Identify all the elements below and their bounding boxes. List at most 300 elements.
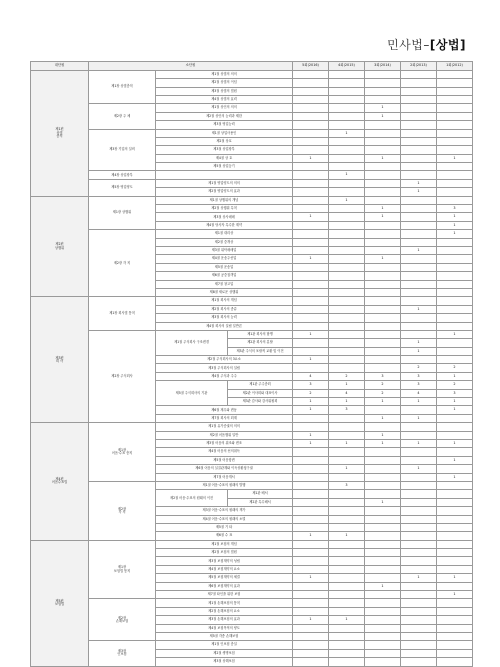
- title-main: 민사법–: [387, 38, 430, 52]
- year-count: [329, 591, 365, 599]
- year-count: [437, 280, 473, 288]
- year-count: 1: [293, 431, 329, 439]
- year-count: [365, 649, 401, 657]
- year-count: [293, 238, 329, 246]
- year-count: [437, 549, 473, 557]
- group-name: 제1장 보험법 통칙: [89, 540, 156, 599]
- year-count: [401, 196, 437, 204]
- year-count: [329, 574, 365, 582]
- year-count: [329, 549, 365, 557]
- item-label: 제3절 상사매매: [156, 213, 293, 221]
- year-count: [365, 532, 401, 540]
- table-row: [31, 104, 473, 112]
- item-label: 제7절 타인을 위한 보험: [156, 591, 293, 599]
- group-name: 제3장 인보험: [89, 641, 156, 666]
- year-count: [365, 238, 401, 246]
- year-count: [365, 288, 401, 296]
- year-count: [293, 70, 329, 78]
- year-count: [401, 624, 437, 632]
- year-count: [365, 616, 401, 624]
- year-count: [401, 230, 437, 238]
- year-count: [401, 255, 437, 263]
- year-count: [329, 146, 365, 154]
- year-count: [329, 188, 365, 196]
- year-count: [365, 146, 401, 154]
- year-count: [329, 322, 365, 330]
- year-count: 1: [401, 347, 437, 355]
- year-count: [329, 540, 365, 548]
- year-count: [401, 423, 437, 431]
- year-count: [365, 540, 401, 548]
- year-count: [437, 137, 473, 145]
- year-count: 1: [437, 473, 473, 481]
- year-count: [437, 70, 473, 78]
- year-count: [437, 146, 473, 154]
- year-count: 1: [293, 330, 329, 338]
- year-count: [365, 481, 401, 489]
- year-count: [365, 179, 401, 187]
- year-count: 3: [365, 372, 401, 380]
- year-count: [401, 599, 437, 607]
- year-count: [329, 473, 365, 481]
- item-label: 제4절 주식과 주주: [156, 372, 293, 380]
- year-count: [293, 121, 329, 129]
- year-count: [365, 465, 401, 473]
- year-count: [437, 616, 473, 624]
- table-row: [31, 641, 473, 649]
- year-count: [329, 95, 365, 103]
- year-count: [293, 95, 329, 103]
- year-count: [401, 314, 437, 322]
- year-count: [401, 322, 437, 330]
- year-count: [293, 104, 329, 112]
- year-count: 2: [293, 389, 329, 397]
- year-count: [365, 557, 401, 565]
- year-count: [401, 641, 437, 649]
- year-count: 3: [401, 381, 437, 389]
- year-count: 1: [401, 188, 437, 196]
- year-count: [329, 456, 365, 464]
- year-count: [293, 481, 329, 489]
- year-count: 1: [329, 532, 365, 540]
- year-count: [437, 632, 473, 640]
- year-count: 1: [401, 179, 437, 187]
- group-name: 제1장 상행위: [89, 196, 156, 230]
- header-part: 대단원: [31, 62, 89, 71]
- year-count: [293, 263, 329, 271]
- group-name: 제3장 기업의 설비: [89, 129, 156, 171]
- year-count: [437, 356, 473, 364]
- year-count: [437, 490, 473, 498]
- item-label: 제1절 유가증권의 의의: [156, 423, 293, 431]
- year-count: [401, 591, 437, 599]
- year-count: [401, 498, 437, 506]
- item-label: 제3절 주식회사의 설립: [156, 364, 293, 372]
- year-count: 1: [437, 574, 473, 582]
- year-count: [293, 322, 329, 330]
- year-count: [365, 490, 401, 498]
- year-count: [293, 205, 329, 213]
- item-label: 제4절 회사의 설립 일반론: [156, 322, 293, 330]
- header-year-2013: 2회(2013): [401, 62, 437, 71]
- year-count: [329, 339, 365, 347]
- item-label: 제3절 상업장부: [156, 146, 293, 154]
- item-label: 제3절 어음·수표의 원래의 책가: [156, 507, 293, 515]
- year-count: 1: [365, 431, 401, 439]
- group-name: 제2장 주식회사: [89, 330, 156, 422]
- item-label: 제4절 어음·수표의 원래의 소멸: [156, 515, 293, 523]
- year-count: 1: [293, 616, 329, 624]
- year-count: [401, 330, 437, 338]
- year-count: 1: [329, 439, 365, 447]
- table-row: [31, 196, 473, 204]
- item-label: 제5절 기 타: [156, 523, 293, 531]
- year-count: [437, 515, 473, 523]
- year-count: [437, 465, 473, 473]
- year-count: [293, 188, 329, 196]
- year-count: [329, 121, 365, 129]
- year-count: [365, 330, 401, 338]
- year-count: 1: [437, 213, 473, 221]
- year-count: 1: [365, 213, 401, 221]
- item-label: 제2절 회사의 종류: [156, 305, 293, 313]
- year-count: [437, 238, 473, 246]
- year-count: [437, 322, 473, 330]
- year-count: [437, 599, 473, 607]
- sub-item-label: 제1관 주주총회: [228, 381, 293, 389]
- year-count: [329, 490, 365, 498]
- year-count: [365, 641, 401, 649]
- year-count: [437, 540, 473, 548]
- year-count: [365, 297, 401, 305]
- year-count: 1: [365, 414, 401, 422]
- year-count: [365, 515, 401, 523]
- year-count: [329, 565, 365, 573]
- year-count: [365, 574, 401, 582]
- year-count: [329, 624, 365, 632]
- year-count: [329, 607, 365, 615]
- year-count: [293, 582, 329, 590]
- item-label: 제6절 재무와 변동: [156, 406, 293, 414]
- item-label: 제3절 회사의 능력: [156, 314, 293, 322]
- year-count: [293, 87, 329, 95]
- part-name: 제3편 회 사: [31, 297, 89, 423]
- year-count: [437, 414, 473, 422]
- year-count: [437, 582, 473, 590]
- year-count: 1: [293, 532, 329, 540]
- year-count: [437, 263, 473, 271]
- year-count: [365, 658, 401, 666]
- year-count: [293, 599, 329, 607]
- year-count: 1: [437, 154, 473, 162]
- year-count: [365, 339, 401, 347]
- item-label: 제7절 어음개서: [156, 473, 293, 481]
- year-count: [329, 523, 365, 531]
- year-count: [437, 95, 473, 103]
- year-count: 1: [437, 591, 473, 599]
- year-count: [365, 129, 401, 137]
- year-count: [401, 406, 437, 414]
- year-count: [329, 414, 365, 422]
- year-count: [293, 498, 329, 506]
- year-count: [437, 297, 473, 305]
- year-count: [365, 565, 401, 573]
- year-count: [401, 649, 437, 657]
- year-count: [437, 188, 473, 196]
- year-count: [365, 272, 401, 280]
- year-count: [437, 565, 473, 573]
- year-count: 1: [329, 398, 365, 406]
- table-header-row: [31, 62, 473, 71]
- year-count: [365, 171, 401, 179]
- year-count: [437, 112, 473, 120]
- item-label: 제1절 인보험 총설: [156, 641, 293, 649]
- item-label: 제5절 주식회사의 기관: [156, 381, 228, 406]
- year-count: [293, 540, 329, 548]
- year-count: [293, 658, 329, 666]
- item-label: 제1절 손해보험의 통칙: [156, 599, 293, 607]
- item-label: 제7절 회사의 회계: [156, 414, 293, 422]
- year-count: 2: [329, 372, 365, 380]
- year-count: [365, 95, 401, 103]
- year-count: [293, 347, 329, 355]
- year-count: [329, 557, 365, 565]
- year-count: [365, 507, 401, 515]
- year-count: 1: [293, 398, 329, 406]
- table-row: [31, 179, 473, 187]
- group-name: 제2장 손해보험: [89, 599, 156, 641]
- year-count: [401, 288, 437, 296]
- year-count: [293, 196, 329, 204]
- year-count: [329, 641, 365, 649]
- year-count: [401, 272, 437, 280]
- year-count: [401, 658, 437, 666]
- sub-item-label: 제1관 회사의 합병: [228, 330, 293, 338]
- year-count: 1: [401, 398, 437, 406]
- year-count: [293, 297, 329, 305]
- item-label: 제2절 영업양도의 효과: [156, 188, 293, 196]
- year-count: [329, 297, 365, 305]
- year-count: [293, 448, 329, 456]
- table-body: [31, 70, 473, 666]
- group-name: 제1장 상법총칙: [89, 70, 156, 104]
- year-count: [365, 406, 401, 414]
- year-count: 1: [437, 372, 473, 380]
- group-name: 제5장 영업양도: [89, 179, 156, 196]
- year-count: [329, 649, 365, 657]
- year-count: 1: [401, 339, 437, 347]
- year-count: 1: [365, 255, 401, 263]
- year-count: 3: [401, 372, 437, 380]
- item-label: 제2절 생명보험: [156, 649, 293, 657]
- year-count: [401, 481, 437, 489]
- item-label: 제5절 어음항변: [156, 456, 293, 464]
- year-count: 1: [365, 439, 401, 447]
- year-count: [401, 221, 437, 229]
- item-label: 제3절 상해보험: [156, 658, 293, 666]
- group-name: 제1장 어음·수표 총칙: [89, 423, 156, 482]
- part-name: 제2편 상행위: [31, 196, 89, 297]
- item-label: 제4절 보험계약의 요소: [156, 565, 293, 573]
- year-count: [437, 624, 473, 632]
- year-count: 1: [437, 330, 473, 338]
- year-count: [329, 230, 365, 238]
- year-count: [365, 137, 401, 145]
- year-count: [365, 305, 401, 313]
- year-count: [365, 121, 401, 129]
- year-count: [401, 104, 437, 112]
- year-count: [329, 263, 365, 271]
- year-count: [437, 288, 473, 296]
- year-count: 1: [365, 398, 401, 406]
- year-count: [401, 549, 437, 557]
- part-name: 제4편 어음수표법: [31, 423, 89, 540]
- year-count: 3: [437, 389, 473, 397]
- year-count: [365, 599, 401, 607]
- sub-item-label: 제3관 감사와 감사위원회: [228, 398, 293, 406]
- year-count: 1: [329, 381, 365, 389]
- year-count: [401, 431, 437, 439]
- part-name: 제5편 보험법: [31, 540, 89, 666]
- year-count: [293, 490, 329, 498]
- year-count: [401, 297, 437, 305]
- item-label: 제6절 어음의 실질관계와 이득상환청구권: [156, 465, 293, 473]
- year-count: [329, 448, 365, 456]
- year-count: [293, 339, 329, 347]
- year-count: [293, 456, 329, 464]
- year-count: [437, 196, 473, 204]
- year-count: [437, 347, 473, 355]
- year-count: [365, 448, 401, 456]
- year-count: [437, 121, 473, 129]
- year-count: 1: [365, 582, 401, 590]
- table-row: [31, 481, 473, 489]
- year-count: [329, 137, 365, 145]
- item-label: 제3절 위탁매매업: [156, 247, 293, 255]
- year-count: [437, 163, 473, 171]
- year-count: [401, 523, 437, 531]
- year-count: 1: [365, 112, 401, 120]
- year-count: [293, 171, 329, 179]
- sub-item-label: 제1관 배서: [228, 490, 293, 498]
- year-count: [293, 280, 329, 288]
- year-count: 1: [329, 196, 365, 204]
- year-count: [293, 364, 329, 372]
- year-count: [329, 364, 365, 372]
- year-count: [365, 247, 401, 255]
- year-count: [329, 238, 365, 246]
- year-count: [329, 221, 365, 229]
- item-label: 제1절 대리상: [156, 230, 293, 238]
- year-count: [437, 431, 473, 439]
- item-label: 제2절 중개상: [156, 238, 293, 246]
- year-count: [329, 87, 365, 95]
- item-label: 제4절 상법의 효력: [156, 95, 293, 103]
- table-row: [31, 330, 473, 338]
- year-count: 1: [293, 356, 329, 364]
- year-count: [365, 322, 401, 330]
- year-count: [437, 314, 473, 322]
- year-count: [437, 423, 473, 431]
- year-count: [401, 171, 437, 179]
- year-count: [437, 129, 473, 137]
- year-count: [293, 423, 329, 431]
- year-count: [293, 549, 329, 557]
- year-count: 1: [401, 574, 437, 582]
- item-label: 제2절 상행위 특칙: [156, 205, 293, 213]
- year-count: [329, 255, 365, 263]
- item-label: 제6절 수 표: [156, 532, 293, 540]
- year-count: 1: [437, 230, 473, 238]
- year-count: 1: [437, 439, 473, 447]
- year-count: [437, 305, 473, 313]
- year-count: [401, 205, 437, 213]
- item-label: 제1절 어음·수표의 원래의 발행: [156, 481, 293, 489]
- year-count: [329, 247, 365, 255]
- item-label: 제4절 상 호: [156, 154, 293, 162]
- table-row: [31, 423, 473, 431]
- year-count: [365, 280, 401, 288]
- year-count: 1: [365, 154, 401, 162]
- year-count: [329, 431, 365, 439]
- year-count: [401, 456, 437, 464]
- year-count: 1: [401, 465, 437, 473]
- year-count: [293, 272, 329, 280]
- item-label: 제3절 손해보험의 효과: [156, 616, 293, 624]
- year-count: [293, 129, 329, 137]
- year-count: [329, 515, 365, 523]
- year-count: 3: [437, 205, 473, 213]
- year-count: [437, 179, 473, 187]
- group-name: 제2장 주 체: [89, 104, 156, 129]
- year-count: [365, 423, 401, 431]
- year-count: [437, 87, 473, 95]
- item-label: [156, 171, 293, 179]
- year-count: [329, 154, 365, 162]
- year-count: [401, 137, 437, 145]
- year-count: [293, 163, 329, 171]
- part-name: 제1편 상법 총칙: [31, 70, 89, 196]
- year-count: [401, 163, 437, 171]
- year-count: [329, 272, 365, 280]
- year-count: [365, 624, 401, 632]
- item-label: 제3절 보험계약의 성립: [156, 557, 293, 565]
- year-count: [293, 288, 329, 296]
- year-count: [365, 356, 401, 364]
- year-count: [365, 456, 401, 464]
- year-count: 1: [329, 616, 365, 624]
- year-count: [401, 238, 437, 246]
- year-count: [365, 196, 401, 204]
- year-count: [329, 70, 365, 78]
- year-count: [437, 507, 473, 515]
- year-count: [329, 112, 365, 120]
- year-count: [437, 658, 473, 666]
- year-count: [329, 599, 365, 607]
- year-count: 1: [401, 247, 437, 255]
- title-accent: [상법]: [429, 38, 466, 52]
- year-count: [401, 112, 437, 120]
- year-count: [293, 649, 329, 657]
- year-count: [401, 540, 437, 548]
- item-label: 제2절 어음·수표의 원래의 이전: [156, 490, 228, 507]
- year-count: [401, 356, 437, 364]
- group-name: 제1장 회사법 통칙: [89, 297, 156, 331]
- year-count: 1: [329, 129, 365, 137]
- year-count: 1: [437, 221, 473, 229]
- year-count: [329, 213, 365, 221]
- table-row: [31, 171, 473, 179]
